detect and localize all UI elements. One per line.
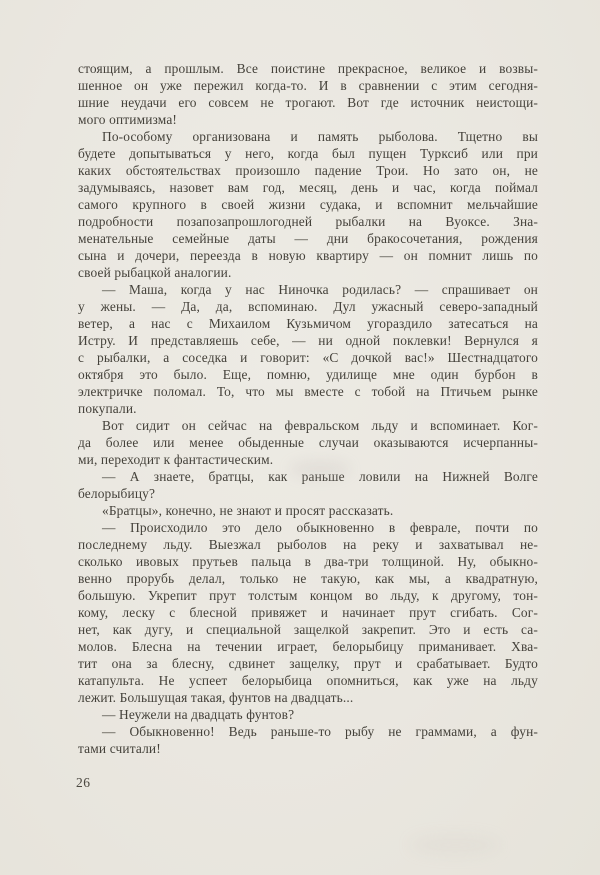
- text-line: — Маша, когда у нас Ниночка родилась? — спрашивает он: [102, 282, 538, 297]
- scan-smudge: [410, 835, 500, 855]
- text-line: сына и дочери, переезда в новую квартиру — он помнит лишь по: [78, 248, 538, 263]
- text-line: — А знаете, братцы, как раньше ловили на Нижней Волге: [102, 469, 538, 484]
- text-line: стоящим, а прошлым. Все поистине прекрасное, великое и возвы-: [78, 61, 538, 76]
- page-text: [78, 60, 538, 757]
- page-number: 26: [76, 775, 91, 790]
- text-line: да более или менее обыденные случаи оказываются исчерпанны-: [78, 435, 538, 450]
- text-line: шние неудачи его совсем не трогают. Вот где источник неистощи-: [78, 95, 538, 110]
- text-line: с рыбалки, а соседка и говорит: «С дочкой вас!» Шестнадцатого: [78, 350, 538, 365]
- text-line: «Братцы», конечно, не знают и просят рассказать.: [102, 503, 394, 518]
- text-line: По-особому организована и память рыболова. Тщетно вы: [102, 129, 538, 144]
- text-line: кому, леску с блесной привяжет и начинает прут сгибать. Сог-: [78, 605, 538, 620]
- text-line: нет, как дугу, и специальной защелкой закрепит. Это и есть са-: [78, 622, 538, 637]
- text-line: белорыбицу?: [78, 486, 156, 501]
- text-line: венно прорубь делал, только не такую, как мы, а квадратную,: [78, 571, 538, 586]
- text-line: будете допытываться у него, когда был пущен Турксиб или при: [78, 146, 538, 161]
- text-line: каких обстоятельствах произошло падение Трои. Но зато он, не: [78, 163, 538, 178]
- text-line: Вот сидит он сейчас на февральском льду и вспоминает. Ког-: [102, 418, 538, 433]
- text-line: — Происходило это дело обыкновенно в феврале, почти по: [102, 520, 538, 535]
- text-line: — Неужели на двадцать фунтов?: [102, 707, 295, 722]
- text-line: октября это было. Еще, помню, удилище мне один бурбон в: [78, 367, 538, 382]
- text-line: большую. Укрепит прут толстым концом во льду, к другому, тон-: [78, 588, 538, 603]
- text-line: подробности позапозапрошлогодней рыбалки на Вуоксе. Зна-: [78, 214, 538, 229]
- text-line: покупали.: [78, 401, 137, 416]
- text-line: сколько ивовых прутьев пальца в два-три толщиной. Ну, обыкно-: [78, 554, 538, 569]
- text-line: своей рыбацкой аналогии.: [78, 265, 232, 280]
- text-line: задумываясь, назовет вам год, месяц, день и час, когда поймал: [78, 180, 538, 195]
- text-line: тит она за блесну, сдвинет защелку, прут и срабатывает. Будто: [78, 656, 538, 671]
- text-line: ми, переходит к фантастическим.: [78, 452, 274, 467]
- text-line: электричке поломал. То, что мы вместе с тобой на Птичьем рынке: [78, 384, 538, 399]
- text-line: шенное он уже пережил когда-то. И в сравнении с этим сегодня-: [78, 78, 538, 93]
- text-line: катапульта. Не успеет белорыбица опомниться, как уже на льду: [78, 673, 538, 688]
- text-line: лежит. Большущая такая, фунтов на двадцать...: [78, 690, 354, 705]
- text-line: — Обыкновенно! Ведь раньше-то рыбу не граммами, а фун-: [102, 724, 538, 739]
- text-line: Истру. И представляешь себе, — ни одной поклевки! Вернулся я: [78, 333, 538, 348]
- text-line: у жены. — Да, да, вспоминаю. Дул ужасный северо-западный: [78, 299, 538, 314]
- text-line: самого крупного в своей жизни судака, и вспомнит мельчайшие: [78, 197, 538, 212]
- text-line: менательные семейные даты — дни бракосочетания, рождения: [78, 231, 538, 246]
- text-line: ветер, а нас с Михаилом Кузьмичом угораздило затесаться на: [78, 316, 538, 331]
- text-line: последнему льду. Выезжал рыболов на реку и захватывал не-: [78, 537, 538, 552]
- text-line: молов. Блесна на течении играет, белорыбицу приманивает. Хва-: [78, 639, 538, 654]
- text-line: тами считали!: [78, 741, 161, 756]
- text-line: мого оптимизма!: [78, 112, 178, 127]
